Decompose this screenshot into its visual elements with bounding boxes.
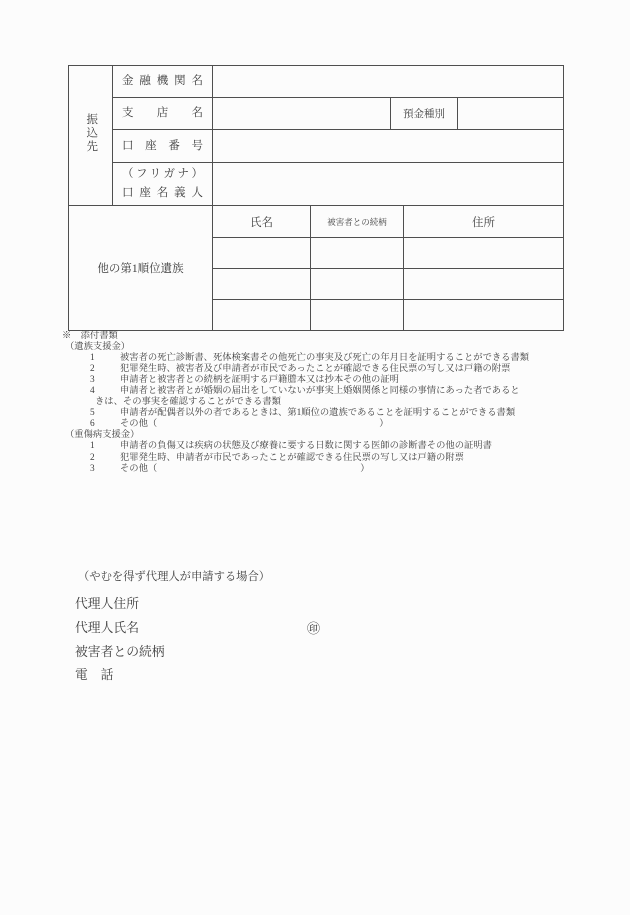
- bereaved-relation-field-1[interactable]: [311, 238, 404, 269]
- list-item: 3 その他（ ）: [90, 463, 370, 474]
- account-number-field[interactable]: [213, 130, 564, 163]
- bereaved-address-field-2[interactable]: [404, 269, 564, 300]
- bereaved-address-field-1[interactable]: [404, 238, 564, 269]
- branch-name-field[interactable]: [213, 98, 391, 130]
- bereaved-relation-field-2[interactable]: [311, 269, 404, 300]
- list-item: 2 犯罪発生時、申請者が市民であったことが確認できる住民票の写し又は戸籍の附票: [90, 452, 464, 463]
- proxy-address-line: [75, 593, 495, 617]
- list-item: 2 犯罪発生時、被害者及び申請者が市民であったことが確認できる住民票の写し又は戸籍の附票: [90, 364, 511, 375]
- list-item: 3 申請者と被害者との続柄を証明する戸籍謄本又は抄本その他の証明: [90, 375, 399, 386]
- furigana-label: （フリガナ）: [122, 168, 203, 180]
- list-item: 4 申請者と被害者とが婚姻の届出をしていないが事実上婚姻関係と同様の事情にあった者であると: [90, 386, 520, 397]
- bereaved-family-table: [68, 205, 564, 331]
- account-number-label: 口座番号: [113, 130, 213, 163]
- list-item: 1 申請者の負傷又は疾病の状態及び療養に要する日数に関する医師の診断書その他の証明書: [90, 441, 492, 452]
- transfer-row-label: [69, 66, 113, 206]
- other-blank-field[interactable]: [157, 425, 379, 426]
- bereaved-name-field-2[interactable]: [213, 269, 311, 300]
- bereaved-name-field-1[interactable]: [213, 238, 311, 269]
- col-header-name: 氏名: [213, 206, 311, 238]
- proxy-address-field[interactable]: [139, 596, 495, 614]
- bank-name-field[interactable]: [213, 66, 564, 98]
- attachments-section: [62, 331, 567, 475]
- group-heading-survivor: （遺族支援金）: [65, 342, 131, 353]
- transfer-table: [68, 65, 564, 206]
- proxy-relation-line: [75, 641, 495, 665]
- transfer-row-label-text: 振込先: [85, 112, 98, 154]
- bank-name-label: 金融機関名: [113, 66, 213, 98]
- group-heading-injury: （重傷病支援金）: [65, 430, 140, 441]
- list-item: 6 その他（ ）: [90, 419, 389, 430]
- proxy-relation-label: 被害者との続柄: [75, 644, 165, 659]
- proxy-phone-label: 電 話: [75, 668, 114, 683]
- col-header-address: 住所: [404, 206, 564, 238]
- account-holder-label: [113, 163, 213, 206]
- proxy-relation-field[interactable]: [165, 643, 495, 661]
- account-holder-field[interactable]: [213, 163, 564, 206]
- seal-mark-icon: ㊞: [306, 620, 320, 636]
- proxy-phone-line: [75, 664, 495, 688]
- other-blank-field[interactable]: [157, 470, 360, 471]
- deposit-type-field[interactable]: [458, 98, 564, 130]
- proxy-name-label: 代理人氏名: [75, 620, 139, 635]
- list-item: 1 被害者の死亡診断書、死体検案書その他死亡の事実及び死亡の年月日を証明することができる書類: [90, 353, 530, 364]
- proxy-phone-field[interactable]: [113, 667, 495, 685]
- bereaved-relation-field-3[interactable]: [311, 300, 404, 331]
- deposit-type-label: 預金種別: [391, 98, 458, 130]
- proxy-address-label: 代理人住所: [75, 597, 139, 611]
- list-item-continuation: きは、その事実を確認することができる書類: [95, 397, 281, 408]
- proxy-heading: （やむを得ず代理人が申請する場合）: [78, 571, 271, 583]
- bereaved-address-field-3[interactable]: [404, 300, 564, 331]
- holder-label: 口座名義人: [122, 187, 203, 199]
- col-header-relation: 被害者との続柄: [311, 206, 404, 238]
- proxy-section: [75, 570, 495, 688]
- attachments-title: ※ 添付書類: [62, 331, 118, 341]
- list-item: 5 申請者が配偶者以外の者であるときは、第1順位の遺族であることを証明することができる書類: [90, 408, 516, 419]
- proxy-name-line: [75, 617, 495, 641]
- bereaved-row-label: 他の第1順位遺族: [69, 206, 213, 331]
- bereaved-name-field-3[interactable]: [213, 300, 311, 331]
- branch-name-label: 支店名: [113, 98, 213, 130]
